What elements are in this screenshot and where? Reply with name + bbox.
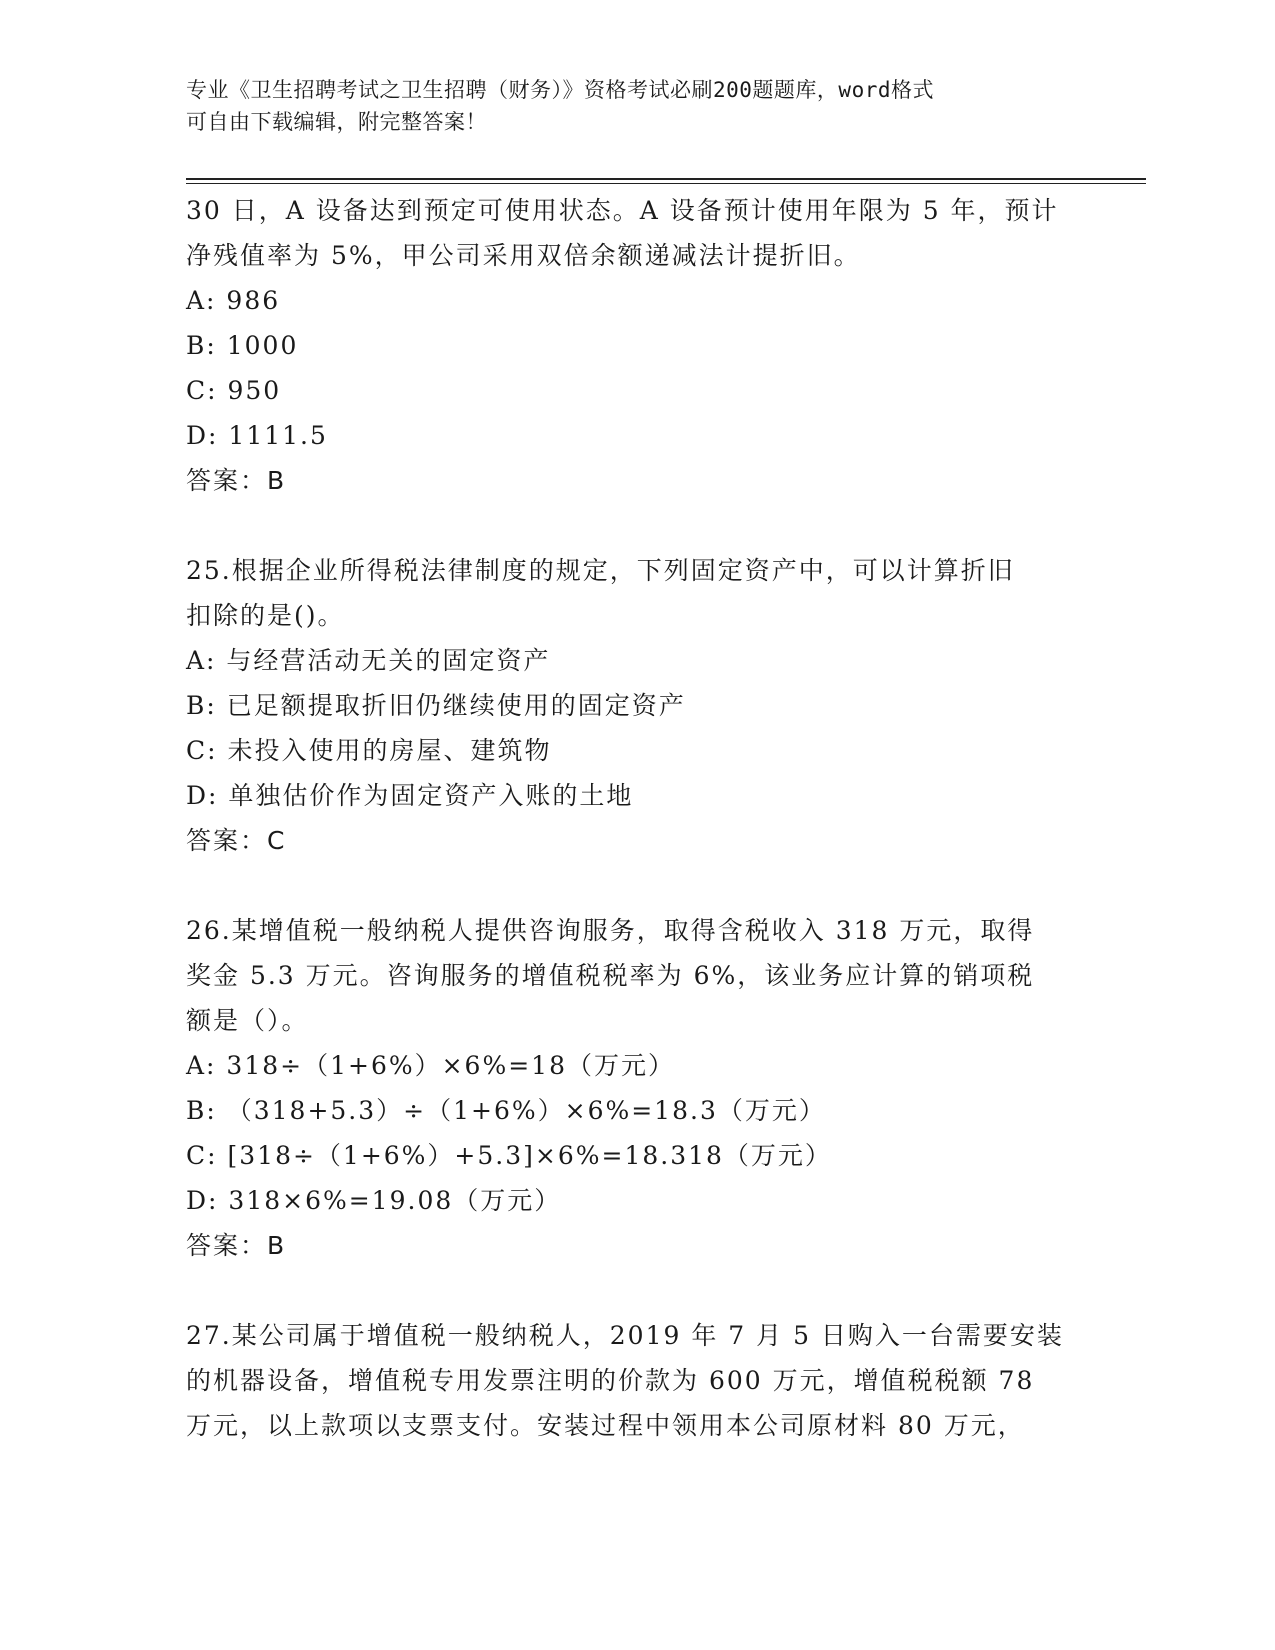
header-line-2: 可自由下载编辑，附完整答案！ bbox=[186, 110, 487, 134]
question-26 bbox=[186, 908, 1086, 1268]
option-a: A: 986 bbox=[186, 286, 281, 315]
question-text-line: 25.根据企业所得税法律制度的规定，下列固定资产中，可以计算折旧 bbox=[186, 556, 1015, 585]
header-rule-thick bbox=[186, 178, 1146, 180]
question-text-line: 的机器设备，增值税专用发票注明的价款为 600 万元，增值税税额 78 bbox=[186, 1366, 1035, 1395]
question-text-line: 净残值率为 5%，甲公司采用双倍余额递减法计提折旧。 bbox=[186, 241, 861, 270]
question-text-line: 万元，以上款项以支票支付。安装过程中领用本公司原材料 80 万元， bbox=[186, 1411, 1025, 1440]
question-27 bbox=[186, 1313, 1086, 1448]
answer-label: 答案：C bbox=[186, 826, 287, 855]
option-b: B: 已足额提取折旧仍继续使用的固定资产 bbox=[186, 691, 686, 720]
header-rule-thin bbox=[186, 183, 1146, 184]
question-25 bbox=[186, 548, 1086, 863]
header-line-1: 专业《卫生招聘考试之卫生招聘（财务）》资格考试必刷200题题库，word格式 bbox=[186, 78, 934, 102]
question-text-line: 27.某公司属于增值税一般纳税人，2019 年 7 月 5 日购入一台需要安装 bbox=[186, 1321, 1064, 1350]
option-c: C: [318÷（1+6%）+5.3]×6%=18.318（万元） bbox=[186, 1141, 832, 1170]
option-d: D: 1111.5 bbox=[186, 421, 328, 450]
document-body bbox=[186, 188, 1086, 1448]
question-text-line: 扣除的是()。 bbox=[186, 601, 345, 630]
option-c: C: 950 bbox=[186, 376, 282, 405]
option-a: A: 318÷（1+6%）×6%=18（万元） bbox=[186, 1051, 675, 1080]
question-text-line: 额是（）。 bbox=[186, 1006, 309, 1035]
option-c: C: 未投入使用的房屋、建筑物 bbox=[186, 736, 552, 765]
option-d: D: 单独估价作为固定资产入账的土地 bbox=[186, 781, 634, 810]
option-a: A: 与经营活动无关的固定资产 bbox=[186, 646, 551, 675]
question-text-line: 30 日，A 设备达到预定可使用状态。A 设备预计使用年限为 5 年，预计 bbox=[186, 196, 1059, 225]
option-b: B: （318+5.3）÷（1+6%）×6%=18.3（万元） bbox=[186, 1096, 826, 1125]
document-header bbox=[186, 74, 1066, 138]
option-d: D: 318×6%=19.08（万元） bbox=[186, 1186, 562, 1215]
option-b: B: 1000 bbox=[186, 331, 299, 360]
question-text-line: 奖金 5.3 万元。咨询服务的增值税税率为 6%，该业务应计算的销项税 bbox=[186, 961, 1035, 990]
question-text-line: 26.某增值税一般纳税人提供咨询服务，取得含税收入 318 万元，取得 bbox=[186, 916, 1035, 945]
question-fragment bbox=[186, 188, 1086, 503]
answer-label: 答案：B bbox=[186, 466, 287, 495]
answer-label: 答案：B bbox=[186, 1231, 287, 1260]
